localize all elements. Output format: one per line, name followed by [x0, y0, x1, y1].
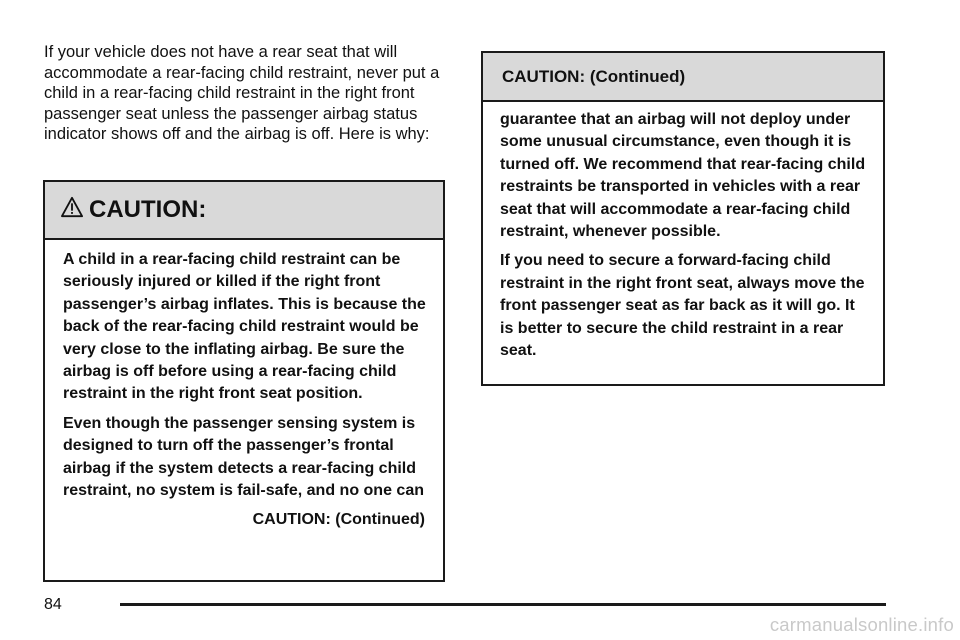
caution-continued-body [483, 102, 883, 362]
watermark: carmanualsonline.info [769, 614, 954, 635]
caution-continued-header: CAUTION: (Continued) [483, 53, 883, 102]
caution-continued-label: CAUTION: (Continued) [252, 511, 425, 529]
page-number: 84 [44, 596, 62, 613]
caution-paragraph: guarantee that an airbag will not deploy under some unusual circumstance, even though it is turned off. We recommend that rear-facing child restraints be transported in vehicles with a rear seat that will accommodate a rear-facing child restraint, whenever possible. [500, 111, 866, 241]
caution-box [43, 180, 445, 582]
caution-header [45, 182, 443, 240]
intro-paragraph: If your vehicle does not have a rear seat that will accommodate a rear-facing child restraint, never put a child in a rear-facing child restraint in the right front passenger seat unless the passenger airbag status indicator shows off and the airbag is off. Here is why: [44, 43, 440, 144]
caution-paragraph: If you need to secure a forward-facing child restraint in the right front seat, always move the front passenger seat as far back as it will go. It is better to secure the child restraint in a rear seat. [500, 252, 865, 360]
caution-continued-box [481, 51, 885, 386]
caution-body [45, 240, 443, 532]
caution-paragraph: Even though the passenger sensing system is designed to turn off the passenger’s frontal airbag if the system detects a rear-facing child restraint, no system is fail-safe, and no one can [63, 414, 424, 500]
warning-icon [61, 196, 83, 218]
caution-title: CAUTION: [89, 196, 207, 223]
footer-divider [120, 603, 886, 606]
caution-paragraph: A child in a rear-facing child restraint can be seriously injured or killed if the right front passenger’s airbag inflates. This is because the back of the rear-facing child restraint would be very close to the inflating airbag. Be sure the airbag is off before using a rear-facing child restraint in the right front seat position. [63, 251, 426, 403]
